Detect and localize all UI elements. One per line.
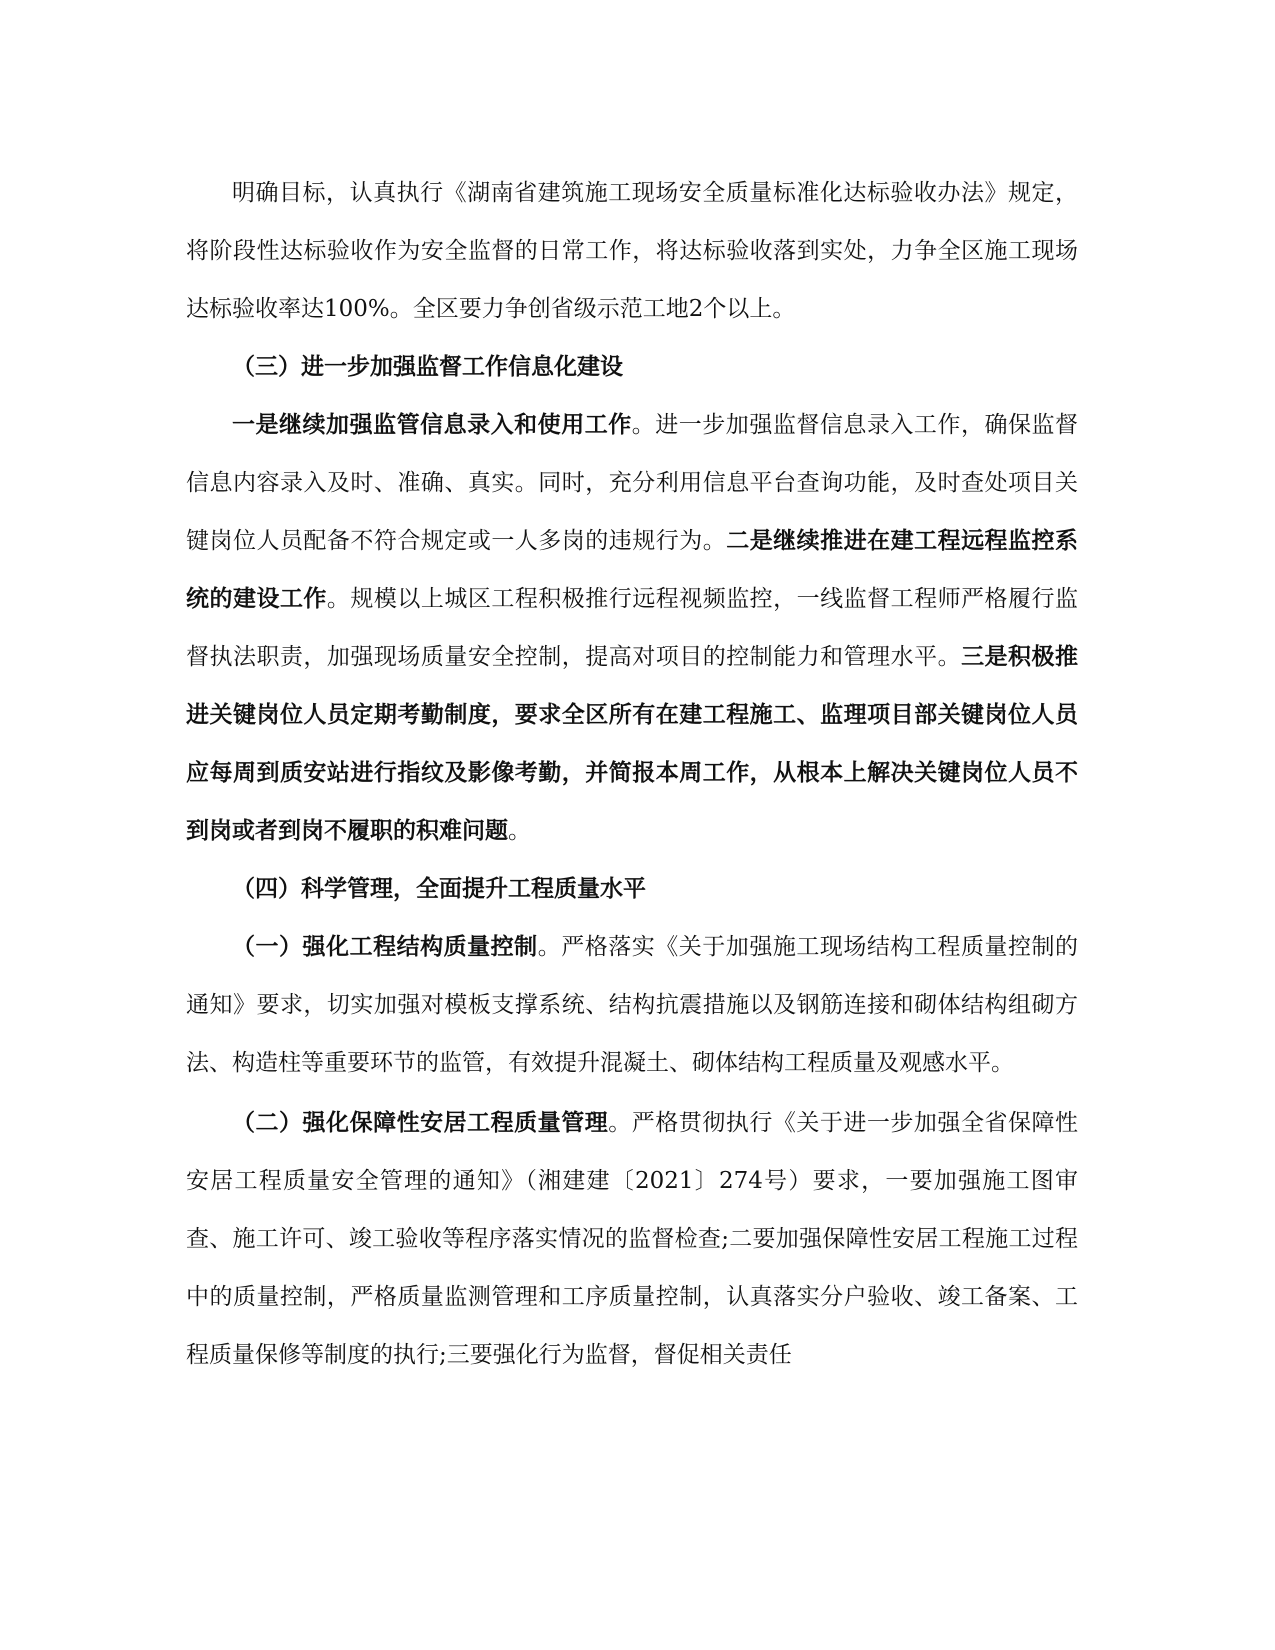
heading-text: （三）进一步加强监督工作信息化建设 bbox=[232, 353, 623, 380]
text-run-bold: （二）强化保障性安居工程质量管理 bbox=[232, 1109, 609, 1136]
paragraph-acceptance-goal bbox=[186, 164, 1078, 338]
section-heading-quality bbox=[186, 860, 1078, 918]
text-run: 。严格贯彻执行《关于进一步加强全省保障性安居工程质量安全管理的通知》（湘建建〔2021〕274号）要求，一要加强施工图审查、施工许可、竣工验收等程序落实情况的监督检查;二要加强保障性安居工程施工过程中的质量控制，严格质量监测管理和工序质量控制，认真落实分户验收、竣工备案、工程质量保修等制度的执行;三要强化行为监督，督促相关责任 bbox=[186, 1110, 1079, 1368]
heading-text: （四）科学管理，全面提升工程质量水平 bbox=[232, 875, 646, 902]
text-run: 。 bbox=[508, 818, 531, 844]
section-heading-informatization bbox=[186, 338, 1078, 396]
text-run: 明确目标，认真执行《湖南省建筑施工现场安全质量标准化达标验收办法》规定，将阶段性达标验收作为安全监督的日常工作，将达标验收落到实处，力争全区施工现场达标验收率达100%。全区要力争创省级示范工地2个以上。 bbox=[186, 180, 1078, 322]
text-run-bold: 二是继续推进在建工程远程监控系统的建设工作 bbox=[186, 527, 1079, 612]
text-run: 。进一步加强监督信息录入工作，确保监督信息内容录入及时、准确、真实。同时，充分利用信息平台查询功能，及时查处项目关键岗位人员配备不符合规定或一人多岗的违规行为。 bbox=[186, 412, 1079, 554]
paragraph-housing-quality bbox=[186, 1094, 1078, 1384]
paragraph-structure-quality bbox=[186, 918, 1078, 1092]
text-run-bold: （一）强化工程结构质量控制 bbox=[232, 933, 538, 960]
paragraph-informatization bbox=[186, 396, 1078, 860]
text-run: 。规模以上城区工程积极推行远程视频监控，一线监督工程师严格履行监督执法职责，加强现场质量安全控制，提高对项目的控制能力和管理水平。 bbox=[186, 586, 1079, 670]
text-run: 。严格落实《关于加强施工现场结构工程质量控制的通知》要求，切实加强对模板支撑系统、结构抗震措施以及钢筋连接和砌体结构组砌方法、构造柱等重要环节的监管，有效提升混凝土、砌体结构工程质量及观感水平。 bbox=[186, 934, 1079, 1076]
text-run-bold: 一是继续加强监管信息录入和使用工作 bbox=[232, 411, 632, 438]
document-page bbox=[186, 164, 1078, 1384]
text-run-bold: 三是积极推进关键岗位人员定期考勤制度，要求全区所有在建工程施工、监理项目部关键岗位人员应每周到质安站进行指纹及影像考勤，并简报本周工作，从根本上解决关键岗位人员不到岗或者到岗不履职的积难问题 bbox=[186, 643, 1079, 844]
